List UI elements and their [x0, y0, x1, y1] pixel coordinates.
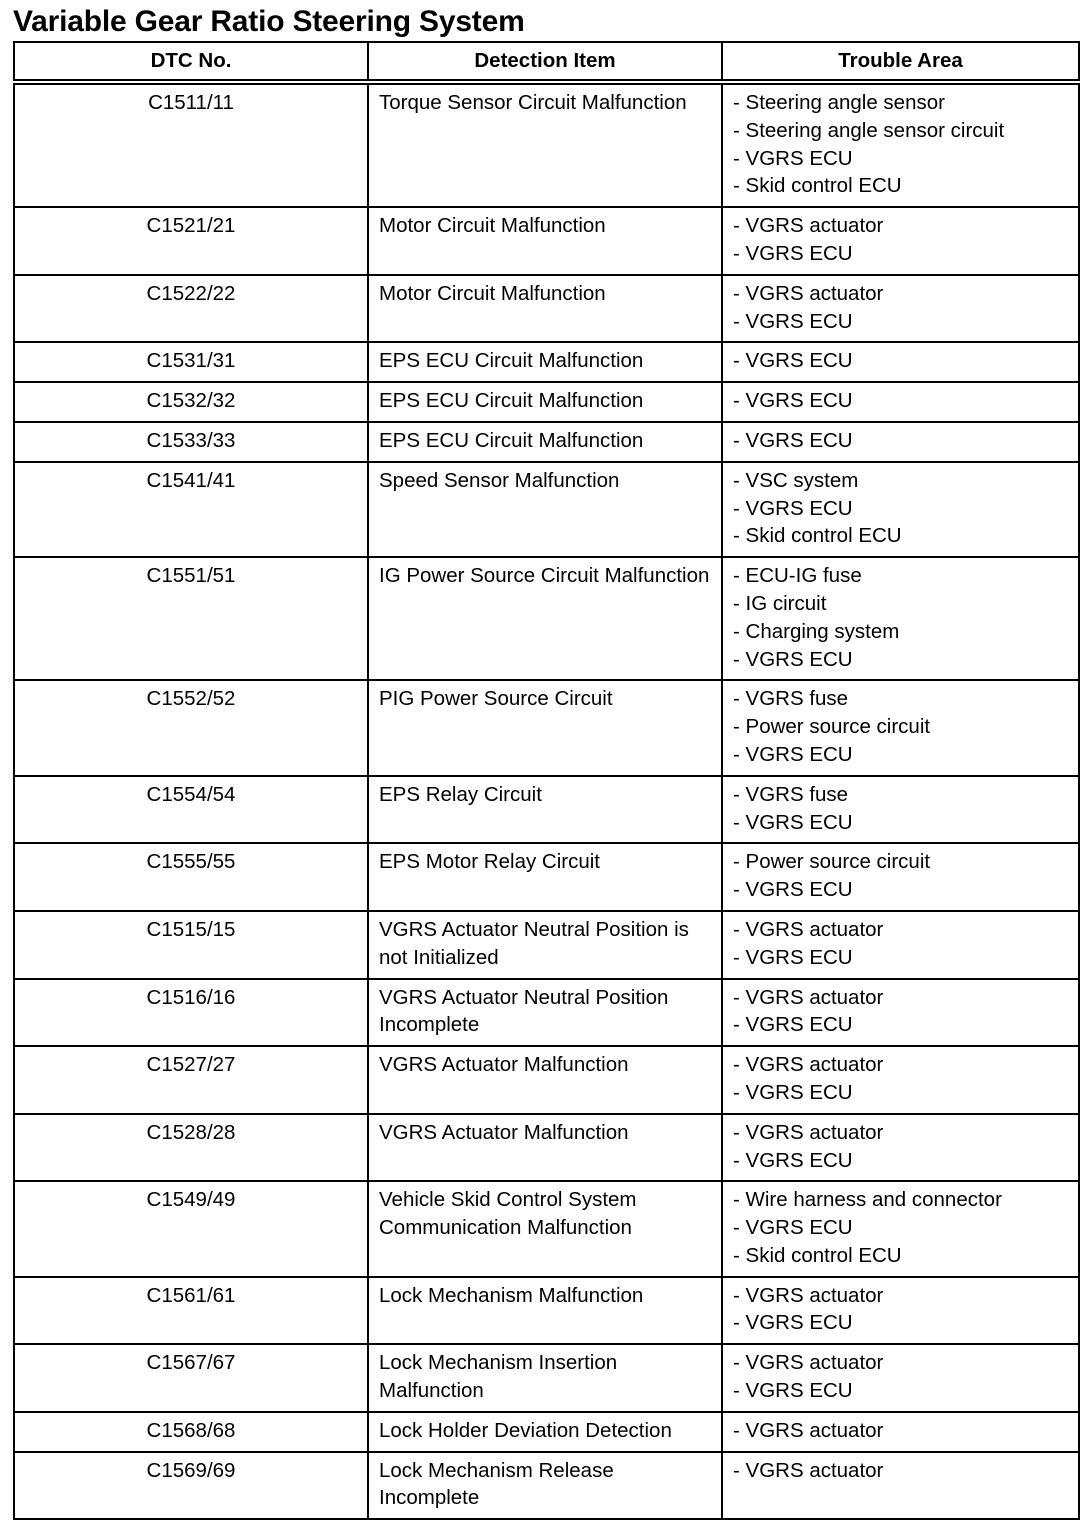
trouble-area-item: - VGRS ECU: [733, 1080, 853, 1104]
table-row: [14, 462, 1079, 557]
trouble-area-item: - VGRS actuator: [733, 917, 884, 941]
dtc-code-cell: C1521/21: [14, 207, 368, 275]
dtc-code-cell: C1511/11: [14, 82, 368, 207]
trouble-area-item: - VGRS actuator: [733, 214, 884, 238]
detection-item-cell: EPS Relay Circuit: [368, 776, 722, 844]
dtc-code-cell: C1568/68: [14, 1412, 368, 1452]
trouble-area-item: - VGRS ECU: [733, 742, 853, 766]
trouble-area-cell: [722, 1344, 1079, 1412]
trouble-area-cell: [722, 462, 1079, 557]
dtc-code-cell: C1532/32: [14, 382, 368, 422]
dtc-code-cell: C1522/22: [14, 275, 368, 343]
dtc-code-cell: C1541/41: [14, 462, 368, 557]
detection-item-cell: Speed Sensor Malfunction: [368, 462, 722, 557]
table-row: [14, 207, 1079, 275]
detection-item-cell: EPS Motor Relay Circuit: [368, 843, 722, 911]
dtc-code-cell: C1528/28: [14, 1114, 368, 1182]
trouble-area-item: - Skid control ECU: [733, 524, 902, 548]
trouble-area-item: - Skid control ECU: [733, 1243, 902, 1267]
trouble-area-item: - VGRS fuse: [733, 687, 849, 711]
table-row: [14, 911, 1079, 979]
page-title: Variable Gear Ratio Steering System: [13, 5, 525, 38]
detection-item-cell: VGRS Actuator Malfunction: [368, 1114, 722, 1182]
trouble-area-cell: [722, 680, 1079, 775]
table-header-row: [14, 42, 1079, 82]
table-row: [14, 1412, 1079, 1452]
trouble-area-cell: [722, 382, 1079, 422]
table-row: [14, 1114, 1079, 1182]
table-row: [14, 557, 1079, 680]
detection-item-cell: VGRS Actuator Neutral Position is not Initialized: [368, 911, 722, 979]
trouble-area-cell: [722, 1046, 1079, 1114]
table-row: [14, 275, 1079, 343]
trouble-area-item: - VGRS ECU: [733, 428, 853, 452]
table-row: [14, 82, 1079, 207]
trouble-area-cell: [722, 82, 1079, 207]
table-row: [14, 843, 1079, 911]
detection-item-cell: EPS ECU Circuit Malfunction: [368, 342, 722, 382]
detection-item-cell: VGRS Actuator Neutral Position Incomplete: [368, 979, 722, 1047]
dtc-code-cell: C1549/49: [14, 1181, 368, 1276]
trouble-area-cell: [722, 1114, 1079, 1182]
table-row: [14, 422, 1079, 462]
dtc-code-cell: C1516/16: [14, 979, 368, 1047]
trouble-area-item: - VGRS ECU: [733, 349, 853, 373]
dtc-code-cell: C1533/33: [14, 422, 368, 462]
trouble-area-item: - VGRS ECU: [733, 1311, 853, 1335]
trouble-area-item: - VGRS ECU: [733, 647, 853, 671]
detection-item-cell: Lock Mechanism Insertion Malfunction: [368, 1344, 722, 1412]
trouble-area-item: - VGRS ECU: [733, 1013, 853, 1037]
dtc-code-cell: C1554/54: [14, 776, 368, 844]
trouble-area-item: - Charging system: [733, 619, 900, 643]
trouble-area-cell: [722, 342, 1079, 382]
header-trouble-area: Trouble Area: [722, 42, 1079, 82]
dtc-code-cell: C1555/55: [14, 843, 368, 911]
trouble-area-item: - Steering angle sensor: [733, 91, 945, 114]
trouble-area-item: - VGRS fuse: [733, 782, 849, 806]
trouble-area-cell: [722, 1452, 1079, 1520]
trouble-area-item: - Skid control ECU: [733, 174, 902, 198]
trouble-area-item: - VGRS ECU: [733, 1148, 853, 1172]
header-detection-item: Detection Item: [368, 42, 722, 82]
table-row: [14, 1181, 1079, 1276]
detection-item-cell: Lock Mechanism Release Incomplete: [368, 1452, 722, 1520]
dtc-code-cell: C1569/69: [14, 1452, 368, 1520]
trouble-area-item: - IG circuit: [733, 591, 827, 615]
trouble-area-item: - VGRS ECU: [733, 878, 853, 902]
detection-item-cell: EPS ECU Circuit Malfunction: [368, 382, 722, 422]
table-row: [14, 1344, 1079, 1412]
detection-item-cell: Lock Holder Deviation Detection: [368, 1412, 722, 1452]
trouble-area-cell: [722, 843, 1079, 911]
detection-item-cell: IG Power Source Circuit Malfunction: [368, 557, 722, 680]
header-dtc-no: DTC No.: [14, 42, 368, 82]
trouble-area-cell: [722, 979, 1079, 1047]
detection-item-cell: Vehicle Skid Control System Communication Malfunction: [368, 1181, 722, 1276]
table-row: [14, 382, 1079, 422]
table-row: [14, 680, 1079, 775]
detection-item-cell: Motor Circuit Malfunction: [368, 207, 722, 275]
dtc-code-cell: C1531/31: [14, 342, 368, 382]
trouble-area-item: - VGRS actuator: [733, 1120, 884, 1144]
trouble-area-item: - VGRS ECU: [733, 309, 853, 333]
trouble-area-cell: [722, 275, 1079, 343]
trouble-area-item: - VGRS ECU: [733, 146, 853, 170]
dtc-code-cell: C1515/15: [14, 911, 368, 979]
trouble-area-item: - ECU-IG fuse: [733, 564, 862, 588]
trouble-area-item: - VGRS ECU: [733, 1379, 853, 1403]
detection-item-cell: Lock Mechanism Malfunction: [368, 1277, 722, 1345]
dtc-code-cell: C1567/67: [14, 1344, 368, 1412]
table-row: [14, 979, 1079, 1047]
trouble-area-item: - VGRS ECU: [733, 1216, 853, 1240]
trouble-area-item: - VGRS actuator: [733, 1053, 884, 1077]
trouble-area-item: - VGRS actuator: [733, 281, 884, 305]
trouble-area-cell: [722, 207, 1079, 275]
detection-item-cell: Torque Sensor Circuit Malfunction: [368, 82, 722, 207]
detection-item-cell: Motor Circuit Malfunction: [368, 275, 722, 343]
dtc-code-cell: C1551/51: [14, 557, 368, 680]
trouble-area-cell: [722, 422, 1079, 462]
table-body: [14, 82, 1079, 1519]
table-row: [14, 1046, 1079, 1114]
detection-item-cell: PIG Power Source Circuit: [368, 680, 722, 775]
trouble-area-item: - VGRS actuator: [733, 985, 884, 1009]
table-row: [14, 776, 1079, 844]
trouble-area-cell: [722, 557, 1079, 680]
dtc-code-cell: C1552/52: [14, 680, 368, 775]
trouble-area-item: - VGRS ECU: [733, 945, 853, 969]
table-row: [14, 1452, 1079, 1520]
dtc-table: [13, 41, 1080, 1520]
trouble-area-cell: [722, 1412, 1079, 1452]
trouble-area-cell: [722, 1181, 1079, 1276]
trouble-area-item: - VGRS ECU: [733, 810, 853, 834]
detection-item-cell: EPS ECU Circuit Malfunction: [368, 422, 722, 462]
trouble-area-cell: [722, 911, 1079, 979]
table-row: [14, 1277, 1079, 1345]
trouble-area-item: - VGRS ECU: [733, 496, 853, 520]
dtc-code-cell: C1527/27: [14, 1046, 368, 1114]
trouble-area-item: - VGRS actuator: [733, 1351, 884, 1375]
trouble-area-item: - VSC system: [733, 468, 859, 492]
trouble-area-item: - Power source circuit: [733, 715, 931, 739]
trouble-area-item: - Steering angle sensor circuit: [733, 118, 1005, 142]
trouble-area-cell: [722, 776, 1079, 844]
trouble-area-item: - Power source circuit: [733, 850, 931, 874]
trouble-area-item: - Wire harness and connector: [733, 1188, 1002, 1212]
detection-item-cell: VGRS Actuator Malfunction: [368, 1046, 722, 1114]
dtc-code-cell: C1561/61: [14, 1277, 368, 1345]
table-row: [14, 342, 1079, 382]
trouble-area-item: - VGRS actuator: [733, 1458, 884, 1482]
trouble-area-item: - VGRS ECU: [733, 389, 853, 413]
trouble-area-item: - VGRS actuator: [733, 1418, 884, 1442]
trouble-area-item: - VGRS ECU: [733, 241, 853, 265]
trouble-area-item: - VGRS actuator: [733, 1283, 884, 1307]
trouble-area-cell: [722, 1277, 1079, 1345]
